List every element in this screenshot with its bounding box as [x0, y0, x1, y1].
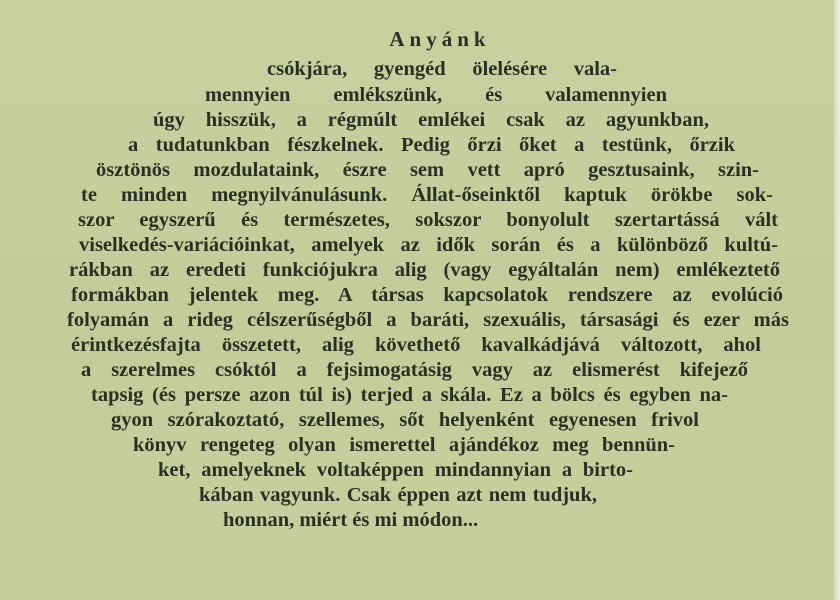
text-line: tapsig (és persze azon túl is) terjed a skála. Ez a bölcs és egyben na- — [91, 384, 728, 406]
text-line: érintkezésfajta összetett, alig követhető kavalkádjává változott, ahol — [71, 334, 761, 356]
text-line: rákban az eredeti funkciójukra alig (vagy egyáltalán nem) emlékeztető — [69, 259, 780, 281]
text-line: a szerelmes csóktól a fejsimogatásig vagy az elismerést kifejező — [81, 359, 748, 381]
text-line: mennyien emlékszünk, és valamennyien — [205, 84, 667, 106]
page-title: Anyánk — [389, 27, 491, 51]
text-line: gyon szórakoztató, szellemes, sőt helyenként egyenesen frivol — [111, 409, 699, 431]
text-line: csókjára, gyengéd ölelésére vala- — [267, 58, 617, 80]
text-line: a tudatunkban fészkelnek. Pedig őrzi őket a testünk, őrzik — [128, 134, 735, 156]
text-line: te minden megnyilvánulásunk. Állat-őseinktől kaptuk örökbe sok- — [81, 184, 773, 206]
text-line: úgy hisszük, a régmúlt emlékei csak az agyunkban, — [153, 109, 709, 131]
text-line: könyv rengeteg olyan ismerettel ajándékoz meg bennün- — [133, 434, 675, 456]
text-line: formákban jelentek meg. A társas kapcsolatok rendszere az evolúció — [71, 284, 783, 306]
text-line: folyamán a rideg célszerűségből a baráti, szexuális, társasági és ezer más — [67, 309, 789, 331]
text-line: ket, amelyeknek voltaképpen mindannyian a birto- — [158, 459, 633, 481]
text-line: ösztönös mozdulataink, észre sem vett apró gesztusaink, szin- — [96, 159, 759, 181]
text-line: szor egyszerű és természetes, sokszor bonyolult szertartássá vált — [78, 209, 778, 231]
text-line: kában vagyunk. Csak éppen azt nem tudjuk, — [199, 484, 597, 506]
text-line: viselkedés-variációinkat, amelyek az idők során és a különböző kultú- — [79, 234, 778, 256]
text-line: honnan, miért és mi módon... — [223, 509, 479, 531]
page-edge — [834, 0, 840, 600]
